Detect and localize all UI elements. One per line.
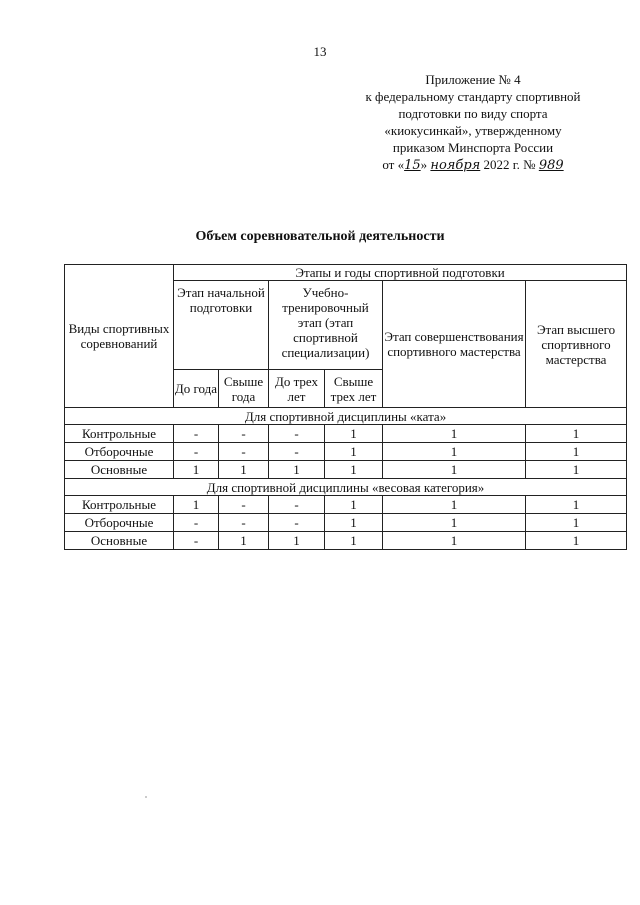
table-cell: 1 [219,461,269,479]
header-initial-over-year: Свыше года [219,370,269,408]
table-cell: - [174,532,219,550]
table-cell: - [174,514,219,532]
appendix-line: Приложение № 4 [425,72,521,87]
table-cell: 1 [526,443,627,461]
date-prefix: от « [382,157,405,172]
table-cell: 1 [526,425,627,443]
table-cell: 1 [526,532,627,550]
table-cell: 1 [526,496,627,514]
handwritten-order-number: 989 [538,158,564,173]
table-cell: - [174,443,219,461]
table-cell: 1 [383,461,526,479]
table-cell: - [269,425,325,443]
competition-volume-table [64,264,627,550]
appendix-line: приказом Минспорта России [392,140,554,155]
order-date-line [340,156,606,174]
table-cell: - [219,496,269,514]
table-row [65,514,627,532]
header-stage-initial: Этап начальной подготовки [174,281,269,370]
table-cell: 1 [325,532,383,550]
header-training-over-3: Свыше трех лет [325,370,383,408]
header-stages-group: Этапы и годы спортивной подготовки [174,265,627,281]
table-cell: 1 [383,443,526,461]
header-stage-training: Учебно-тренировочный этап (этап спортивной специализации) [269,281,383,370]
header-initial-up-to-year: До года [174,370,219,408]
row-label: Основные [65,461,174,479]
document-title: Объем соревновательной деятельности [195,229,445,244]
table-cell: 1 [325,514,383,532]
table-cell: 1 [269,461,325,479]
table-cell: 1 [383,425,526,443]
page-number: 13 [313,44,327,59]
table-cell: - [269,443,325,461]
section-title-kata: Для спортивной дисциплины «ката» [65,408,627,425]
row-label: Контрольные [65,496,174,514]
row-label: Отборочные [65,514,174,532]
row-label: Контрольные [65,425,174,443]
table-cell: 1 [383,496,526,514]
table-row [65,443,627,461]
header-training-up-to-3: До трех лет [269,370,325,408]
table-cell: 1 [269,532,325,550]
appendix-header [340,71,606,174]
section-title-weight-category: Для спортивной дисциплины «весовая категория» [65,479,627,496]
header-stage-improvement: Этап совершенствования спортивного мастерства [383,281,526,408]
date-mid: » [420,157,431,172]
header-stage-highest: Этап высшего спортивного мастерства [526,281,627,408]
scan-speck [145,796,147,798]
date-year: 2022 г. № [480,157,539,172]
table-cell: - [219,514,269,532]
table-row [65,425,627,443]
table-cell: 1 [325,443,383,461]
table-row [65,496,627,514]
table-row [65,461,627,479]
table-cell: 1 [219,532,269,550]
table-cell: 1 [325,496,383,514]
table-cell: - [174,425,219,443]
header-competition-types: Виды спортивных соревнований [65,265,174,408]
appendix-line: подготовки по виду спорта [398,106,548,121]
row-label: Основные [65,532,174,550]
table-cell: - [219,425,269,443]
appendix-line: к федеральному стандарту спортивной [365,89,581,104]
table-cell: 1 [174,496,219,514]
table-cell: 1 [383,514,526,532]
table-cell: 1 [526,461,627,479]
table-row [65,532,627,550]
table-cell: 1 [526,514,627,532]
table-cell: 1 [174,461,219,479]
table-cell: 1 [383,532,526,550]
table-cell: - [269,496,325,514]
table-cell: - [269,514,325,532]
handwritten-day: 15 [404,158,421,173]
table-cell: 1 [325,461,383,479]
table-cell: - [219,443,269,461]
appendix-line: «киокусинкай», утвержденному [384,123,562,138]
row-label: Отборочные [65,443,174,461]
handwritten-month: ноября [430,158,481,173]
table-cell: 1 [325,425,383,443]
